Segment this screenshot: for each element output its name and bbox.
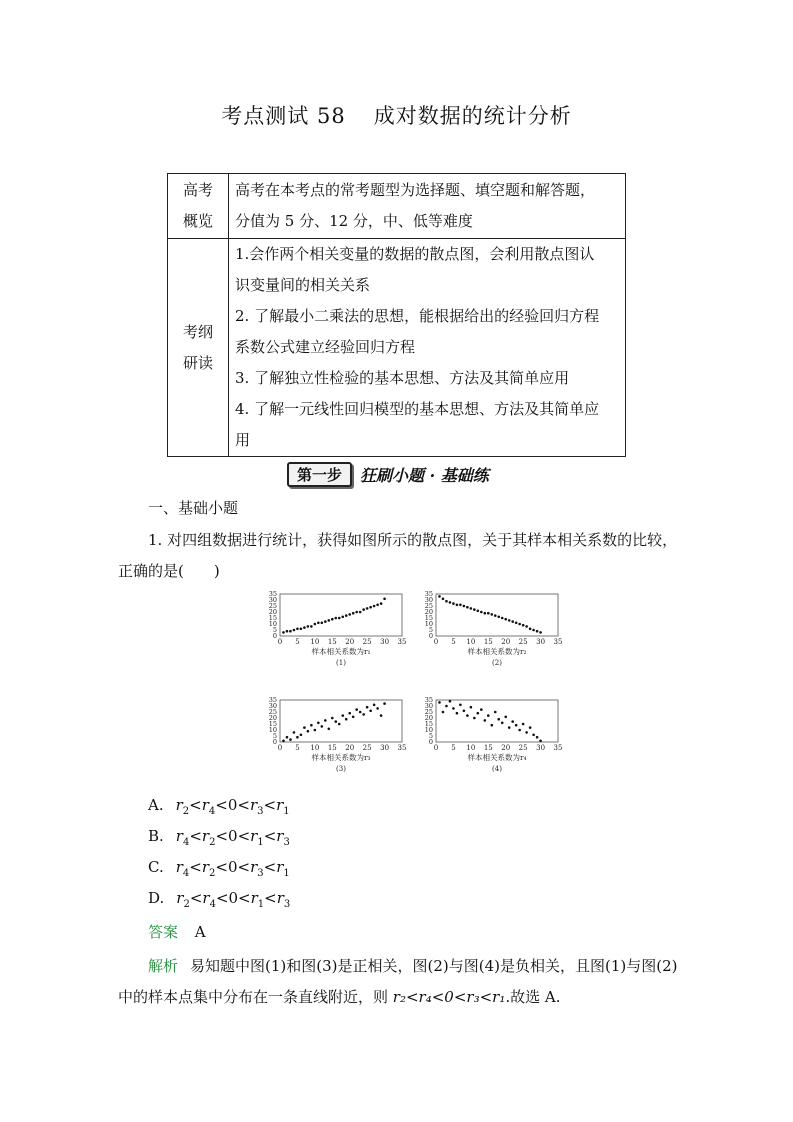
x-tick-label: 30 (380, 744, 390, 752)
x-tick-label: 0 (277, 638, 283, 646)
x-axis-label: 样本相关系数为r₃ (311, 753, 371, 762)
y-tick-label: 10 (268, 726, 277, 734)
variable-r: $r_4$ (175, 827, 190, 848)
data-point (366, 706, 369, 709)
data-point (348, 613, 351, 616)
x-tick-label: 0 (433, 638, 439, 646)
relation-symbol: < (189, 858, 202, 876)
data-point (307, 730, 310, 733)
answer-label: 答案 (148, 923, 179, 941)
data-point (380, 714, 383, 717)
x-axis-label: 样本相关系数为r₄ (467, 753, 527, 762)
data-point (328, 728, 331, 731)
scatter-plot-2 (418, 590, 578, 680)
data-point (362, 713, 365, 716)
relation-symbol: < (189, 796, 202, 814)
title-text: 成对数据的统计分析 (373, 104, 572, 128)
relation-symbol: <0< (215, 796, 250, 814)
data-point (480, 708, 483, 711)
y-tick-label: 20 (424, 608, 433, 616)
data-point (459, 604, 462, 607)
data-point (369, 606, 372, 609)
variable-r: $r_1$ (276, 796, 290, 817)
y-tick-label: 15 (424, 720, 433, 728)
data-point (289, 738, 292, 741)
variable-r: $r_4$ (202, 889, 216, 910)
data-point (376, 604, 379, 607)
option-label: B. (148, 827, 164, 845)
data-point (300, 734, 303, 737)
plot-frame (280, 700, 402, 742)
data-point (456, 712, 459, 715)
data-point (286, 630, 289, 633)
data-point (338, 617, 341, 620)
y-tick-label: 25 (268, 708, 277, 716)
y-tick-label: 35 (424, 590, 433, 598)
y-tick-label: 25 (424, 708, 433, 716)
step-title: 狂刷小题 · 基础练 (360, 465, 489, 485)
answer-value: A (194, 923, 206, 941)
y-tick-label: 5 (428, 626, 433, 634)
data-point (494, 614, 497, 617)
analysis-paragraph (118, 951, 688, 1013)
x-tick-label: 10 (310, 744, 320, 752)
step-label: 第一步 (287, 462, 352, 487)
data-point (310, 724, 313, 727)
relation-symbol: < (264, 889, 277, 907)
relation-symbol: < (263, 858, 277, 876)
data-point (463, 710, 466, 713)
relation-symbol: <0< (215, 858, 251, 876)
x-tick-label: 15 (327, 744, 337, 752)
data-point (463, 605, 466, 608)
data-point (456, 604, 459, 607)
x-tick-label: 10 (310, 638, 320, 646)
variable-r: $r_3$ (276, 889, 291, 910)
data-point (376, 707, 379, 710)
plot-caption: (1) (336, 659, 346, 667)
y-tick-label: 25 (424, 602, 433, 610)
variable-r: $r_2$ (201, 858, 216, 879)
data-point (532, 629, 535, 632)
table-row (168, 174, 626, 239)
data-point (497, 718, 500, 721)
data-point (536, 630, 539, 633)
data-point (449, 601, 452, 604)
row-header: 考纲 研读 (168, 239, 229, 457)
scatter-plot-3 (262, 696, 422, 786)
data-point (442, 711, 445, 714)
plot-frame (436, 700, 558, 742)
x-tick-label: 25 (518, 744, 528, 752)
data-point (380, 602, 383, 605)
question-text: 1. 对四组数据进行统计，获得如图所示的散点图，关于其样本相关系数的比较，正确的是( ) (118, 531, 678, 580)
data-point (508, 726, 511, 729)
data-point (345, 614, 348, 617)
variable-r: $r_2$ (175, 796, 190, 817)
answer-line (148, 921, 206, 942)
analysis-conclusion: .故选 A. (505, 988, 561, 1006)
analysis-label: 解析 (148, 957, 179, 975)
x-tick-label: 20 (501, 744, 511, 752)
variable-r: $r_1$ (250, 827, 264, 848)
table-row (168, 239, 626, 457)
data-point (438, 701, 441, 704)
x-tick-label: 30 (380, 638, 390, 646)
relation-symbol: <0< (215, 889, 251, 907)
analysis-text: 易知题中图(1)和图(3)是正相关，图(2)与图(4)是负相关，且图(1)与图(2)中的样本点集中分布在一条直线附近，则 (118, 957, 678, 1006)
data-point (300, 628, 303, 631)
data-point (445, 705, 448, 708)
analysis-relation: r₂<r₄<0<r₃<r₁ (392, 988, 506, 1006)
data-point (539, 740, 542, 743)
row-header: 高考 概览 (168, 174, 229, 239)
x-tick-label: 10 (466, 638, 476, 646)
data-point (536, 736, 539, 739)
data-point (494, 711, 497, 714)
data-point (539, 631, 542, 634)
data-point (477, 610, 480, 613)
data-point (324, 620, 327, 623)
x-tick-label: 5 (295, 744, 300, 752)
data-point (484, 719, 487, 722)
data-point (373, 605, 376, 608)
data-point (487, 612, 490, 615)
variable-r: $r_1$ (250, 889, 265, 910)
data-point (470, 706, 473, 709)
option-a[interactable] (148, 796, 290, 817)
data-point (515, 724, 518, 727)
data-point (310, 625, 313, 628)
y-tick-label: 35 (268, 590, 277, 598)
plot-frame (436, 594, 558, 636)
x-tick-label: 5 (295, 638, 300, 646)
data-point (296, 628, 299, 631)
step-banner (287, 461, 489, 487)
section-heading: 一、基础小题 (148, 499, 239, 517)
option-label: D. (148, 889, 165, 907)
data-point (497, 616, 500, 619)
page-title (0, 100, 793, 130)
data-point (282, 740, 285, 743)
x-axis-label: 样本相关系数为r₂ (467, 647, 527, 656)
x-tick-label: 30 (536, 638, 546, 646)
data-point (341, 616, 344, 619)
data-point (490, 613, 493, 616)
y-tick-label: 15 (268, 614, 277, 622)
data-point (293, 629, 296, 632)
data-point (508, 619, 511, 622)
data-point (504, 618, 507, 621)
y-tick-label: 0 (428, 632, 433, 640)
data-point (314, 729, 317, 732)
variable-r: $r_1$ (276, 858, 290, 879)
data-point (328, 619, 331, 622)
y-tick-label: 30 (268, 702, 277, 710)
y-tick-label: 0 (428, 738, 433, 746)
data-point (511, 720, 514, 723)
data-point (369, 710, 372, 713)
variable-r: $r_4$ (175, 858, 190, 879)
data-point (303, 626, 306, 629)
data-point (501, 617, 504, 620)
data-point (317, 722, 320, 725)
option-d[interactable] (148, 889, 290, 910)
data-point (373, 704, 376, 707)
x-tick-label: 15 (483, 744, 493, 752)
x-tick-label: 20 (501, 638, 511, 646)
data-point (459, 704, 462, 707)
data-point (449, 700, 452, 703)
x-tick-label: 0 (277, 744, 283, 752)
data-point (324, 719, 327, 722)
y-tick-label: 10 (424, 726, 433, 734)
relation-symbol: < (189, 827, 202, 845)
data-point (529, 628, 532, 631)
data-point (480, 611, 483, 614)
data-point (359, 711, 362, 714)
data-point (331, 618, 334, 621)
data-point (341, 714, 344, 717)
y-tick-label: 20 (268, 714, 277, 722)
plot-caption: (2) (492, 659, 502, 667)
data-point (515, 622, 518, 625)
x-tick-label: 25 (362, 638, 372, 646)
data-point (307, 625, 310, 628)
data-point (314, 623, 317, 626)
data-point (348, 712, 351, 715)
x-tick-label: 35 (397, 638, 407, 646)
variable-r: $r_3$ (249, 796, 264, 817)
data-point (321, 725, 324, 728)
data-point (525, 731, 528, 734)
x-tick-label: 35 (397, 744, 407, 752)
y-tick-label: 15 (424, 614, 433, 622)
variable-r: $r_2$ (201, 827, 216, 848)
option-label: A. (148, 796, 164, 814)
variable-r: $r_3$ (250, 858, 264, 879)
relation-symbol: < (189, 889, 203, 907)
x-tick-label: 5 (451, 744, 456, 752)
y-tick-label: 10 (268, 620, 277, 628)
data-point (466, 606, 469, 609)
data-point (477, 712, 480, 715)
y-tick-label: 30 (424, 702, 433, 710)
title-number: 考点测试 58 (221, 104, 346, 128)
data-point (345, 718, 348, 721)
data-point (452, 602, 455, 605)
variable-r: $r_2$ (176, 889, 190, 910)
data-point (286, 736, 289, 739)
data-point (362, 608, 365, 611)
y-tick-label: 0 (272, 632, 277, 640)
data-point (366, 607, 369, 610)
x-tick-label: 0 (433, 744, 439, 752)
data-point (532, 734, 535, 737)
data-point (442, 598, 445, 601)
data-point (296, 736, 299, 739)
y-tick-label: 5 (272, 732, 277, 740)
data-point (289, 630, 292, 633)
data-point (355, 708, 358, 711)
row-content: 1.会作两个相关变量的数据的散点图，会利用散点图认 识变量间的相关关系 2. 了解最小二乘法的思想，能根据给出的经验回归方程 系数公式建立经验回归方程 3. 了解独立性检验的基本思想、方法及其简单应用 4. 了解一元线性回归模型的基本思想、方法及其简单应 用 (229, 239, 626, 457)
data-point (484, 612, 487, 615)
data-point (338, 723, 341, 726)
data-point (355, 611, 358, 614)
data-point (282, 631, 285, 634)
data-point (470, 607, 473, 610)
data-point (504, 716, 507, 719)
data-point (511, 620, 514, 623)
exam-overview-table (167, 173, 626, 457)
x-tick-label: 25 (362, 744, 372, 752)
data-point (473, 608, 476, 611)
x-tick-label: 30 (536, 744, 546, 752)
x-tick-label: 20 (345, 744, 355, 752)
scatter-plot-1 (262, 590, 422, 680)
x-tick-label: 15 (483, 638, 493, 646)
y-tick-label: 30 (424, 596, 433, 604)
option-b[interactable] (148, 827, 290, 848)
relation-symbol: < (263, 796, 277, 814)
data-point (303, 726, 306, 729)
y-tick-label: 35 (424, 696, 433, 704)
x-tick-label: 25 (518, 638, 528, 646)
option-label: C. (148, 858, 164, 876)
variable-r: $r_3$ (276, 827, 290, 848)
y-tick-label: 20 (268, 608, 277, 616)
x-tick-label: 5 (451, 638, 456, 646)
data-point (518, 729, 521, 732)
data-point (529, 726, 532, 729)
plot-caption: (4) (492, 765, 502, 773)
data-point (334, 720, 337, 723)
data-point (487, 714, 490, 717)
relation-symbol: < (263, 827, 277, 845)
data-point (518, 623, 521, 626)
y-tick-label: 25 (268, 602, 277, 610)
y-tick-label: 35 (268, 696, 277, 704)
data-point (466, 714, 469, 717)
relation-symbol: <0< (215, 827, 251, 845)
data-point (331, 717, 334, 720)
data-point (383, 702, 386, 705)
data-point (452, 707, 455, 710)
x-tick-label: 35 (553, 744, 563, 752)
y-tick-label: 5 (272, 626, 277, 634)
y-tick-label: 5 (428, 732, 433, 740)
data-point (352, 716, 355, 719)
data-point (445, 600, 448, 603)
x-tick-label: 10 (466, 744, 476, 752)
data-point (383, 598, 386, 601)
data-point (438, 595, 441, 598)
scatter-plot-4 (418, 696, 578, 786)
data-point (293, 731, 296, 734)
option-c[interactable] (148, 858, 290, 879)
y-tick-label: 30 (268, 596, 277, 604)
x-axis-label: 样本相关系数为r₁ (311, 647, 371, 656)
y-tick-label: 10 (424, 620, 433, 628)
y-tick-label: 20 (424, 714, 433, 722)
variable-r: $r_4$ (201, 796, 216, 817)
x-tick-label: 20 (345, 638, 355, 646)
y-tick-label: 15 (268, 720, 277, 728)
data-point (490, 724, 493, 727)
data-point (359, 611, 362, 614)
plot-caption: (3) (336, 765, 346, 773)
row-content: 高考在本考点的常考题型为选择题、填空题和解答题， 分值为 5 分、12 分，中、低等难度 (229, 174, 626, 239)
data-point (522, 723, 525, 726)
data-point (334, 617, 337, 620)
y-tick-label: 0 (272, 738, 277, 746)
data-point (352, 612, 355, 615)
x-tick-label: 35 (553, 638, 563, 646)
data-point (525, 625, 528, 628)
data-point (501, 722, 504, 725)
data-point (522, 624, 525, 627)
data-point (473, 717, 476, 720)
data-point (317, 622, 320, 625)
x-tick-label: 15 (327, 638, 337, 646)
data-point (321, 622, 324, 625)
